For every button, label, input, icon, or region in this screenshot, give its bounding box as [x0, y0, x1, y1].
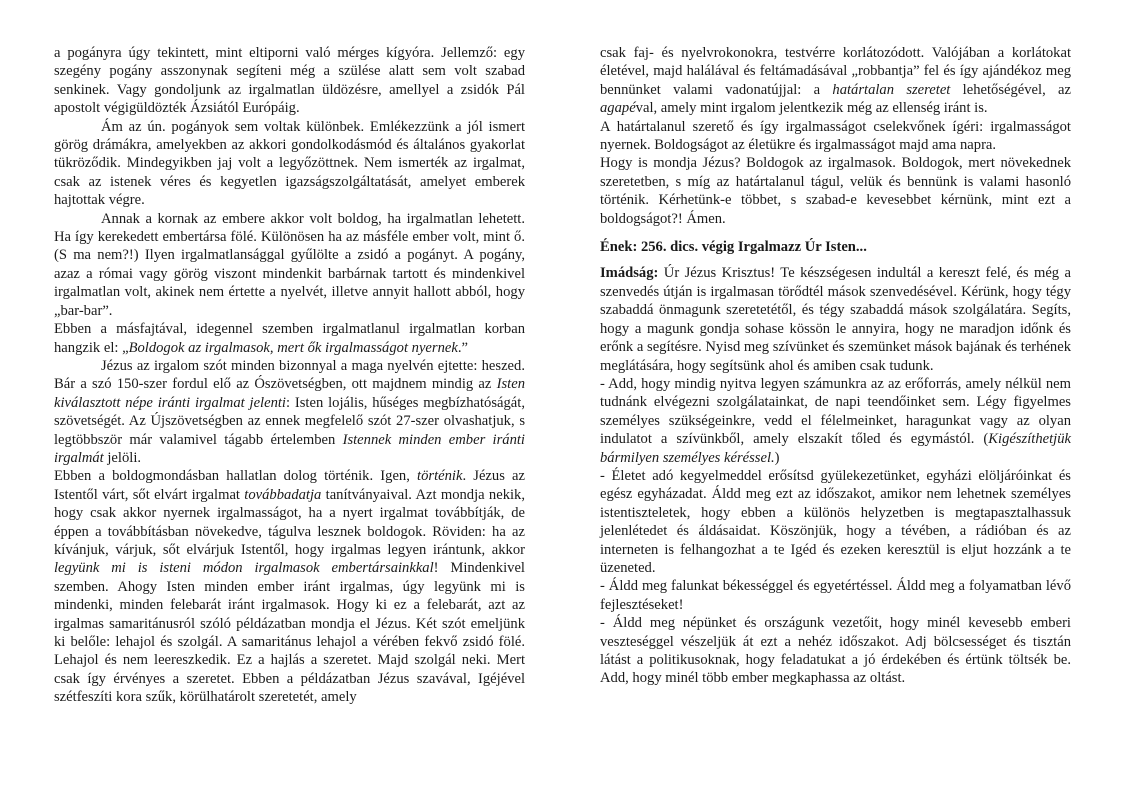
text-run: Ebben a másfajtával, idegennel szemben irgalmatlanul irgalmatlan korban hangzik el: „: [54, 321, 525, 356]
paragraph: [600, 375, 1071, 467]
text-run: ! Mindenkivel szemben. Ahogy Isten minden ember iránt irgalmas, úgy legyünk mi is mindenki, minden felebarát iránt irgalmasok. Hogy ki ez a felebarát, azt az irgalmas samaritánusról szóló példázatban mondja el Jézus. Két szót emeljünk ki belőle: lehajol és szolgál. A samaritánus lehajol a vérében fekvő zsidó fölé. Lehajol és nem leereszkedik. Ez a hajlás a szeretet. Majd szolgál neki. Mert csak így érvényes a szeretet. Ebben a példázatban Jézus szavával, Igéjével szétfeszíti kora szűk, körülhatárolt szeretetét, amely: [54, 560, 525, 706]
paragraph: [600, 44, 1071, 118]
text-run: . Jézus az Istentől várt, sőt elvárt irgalmat: [54, 468, 525, 503]
paragraph: [54, 210, 525, 320]
right-text-column: [600, 44, 1071, 688]
text-run: jelöli.: [103, 449, 142, 466]
text-run: lehetőségével, az: [950, 81, 1071, 98]
text-run: A határtalanul szerető és így irgalmasságot cselekvőnek ígéri: irgalmasságot nyernek. Boldogságot az életükre és irgalmasságot majd ama napra.: [600, 118, 1071, 154]
text-run: tanítványaival. Azt mondja nekik, hogy csak akkor nyernek irgalmasságot, ha a nyert irgalmat továbbítják, de éppen a továbbításban növekedve, tágulva lesznek boldogok. Röviden: ha az kívánjuk, várjuk, sőt elvárjuk Istentől, hogy irgalmas legyen irántunk, akkor: [54, 486, 526, 558]
text-run: val, amely mint irgalom jelentkezik még az ellenség iránt is.: [635, 100, 988, 117]
text-run: - Add, hogy mindig nyitva legyen számunkra az az erőforrás, amely nélkül nem tudnánk elvégezni szolgálatainkat, de napi teendőinket sem. Légy figyelmes személyes szükségeinkre, vedd el félelmeinket, haragunkat vagy az olyan indulatot a szívünkből, amely elszakít tőled és egymástól. (: [600, 375, 1071, 448]
text-run: a pogányra úgy tekintett, mint eltiporni való mérges kígyóra. Jellemző: egy szegény pogány asszonynak segíteni még a szülése alatt sem volt szabad senkinek. Vagy gondoljunk az irgalmatlan üldözésre, amellyel a zsidók Pál apostolt végigüldözték Ázsiától Európáig.: [54, 45, 525, 117]
paragraph: [54, 320, 525, 357]
paragraph: [600, 154, 1071, 228]
section-heading: [600, 238, 1071, 256]
italic-text: Isten kiválasztott népe iránti irgalmat jelenti: [54, 376, 525, 411]
paragraph: [54, 118, 525, 210]
italic-text: történik: [417, 468, 463, 485]
text-run: Ebben a boldogmondásban hallatlan dolog történik. Igen,: [54, 468, 418, 485]
text-run: Ám az ún. pogányok sem voltak különbek. Emlékezzünk a jól ismert görög drámákra, amelyekben az akkori gondolkodásmód és általános gyakorlat tükröződik. Mindegyikben jaj volt a legyőzöttnek. Nem ismerték az irgalmat, csak az istenek véres és kegyetlen igazságszolgáltatását, amelyet emberek hajtottak végre.: [54, 118, 525, 209]
italic-text: Istennek minden ember iránti irgalmát: [54, 431, 525, 466]
paragraph: [54, 357, 525, 467]
italic-text: Boldogok az irgalmasok, mert ők irgalmasságot nyernek: [128, 339, 458, 356]
italic-text: határtalan szeretet: [832, 81, 951, 98]
italic-text: agapé: [600, 100, 636, 117]
italic-text: Kigészíthetjük bármilyen személyes kéréssel.: [600, 431, 1071, 466]
text-run: Hogy is mondja Jézus? Boldogok az irgalmasok. Boldogok, mert növekednek szeretetben, s míg az határtalanul tágul, velük és bennünk is valami hasonló történik. Kérhetünk-e többet, s szabad-e kevesebbet kérnünk, mint ezt a boldogságot?! Ámen.: [600, 155, 1071, 227]
paragraph: [600, 264, 1071, 374]
paragraph: [600, 577, 1071, 614]
text-run: - Áldd meg falunkat békességgel és egyetértéssel. Áldd meg a folyamatban lévő fejlesztéseket!: [600, 578, 1071, 613]
text-run: Annak a kornak az embere akkor volt boldog, ha irgalmatlan lehetett. Ha így kerekedett embertársa fölé. Különösen ha az másféle ember volt, mint ő. (S ma nem?!) Ilyen irgalmatlansággal gyűlölte a zsidó a pogányt. A pogány, azaz a római vagy görög viszont mindenkit barbárnak tartott és mindenkivel irgalmatlan volt, akinek nem értette a nyelvét, illetve annyit hallott abból, hogy „bar-bar”.: [54, 210, 525, 319]
text-run: csak faj- és nyelvrokonokra, testvérre korlátozódott. Valójában a korlátokat életével, majd halálával és feltámadásával „robbantja” fel és így ajándékoz meg bennünket valami vadonatújjal: a: [600, 45, 1071, 98]
paragraph: [600, 467, 1071, 577]
left-text-column: [54, 44, 525, 707]
text-run: Úr Jézus Krisztus! Te készségesen indultál a kereszt felé, és még a szenvedés útján is irgalmasan törődtél mások szenvedésével. Kérünk, hogy tégy szabaddá önmagunk szeretetétől, és tégy szabaddá mások szolgálatára. Segíts, hogy a magunk gondja sohase kössön le annyira, hogy ne maradjon időnk és erőnk a segítésre. Nyisd meg szívünket és szemünket mások bajának és terhének meglátására, hogy segítsünk ahol és amiben csak tudunk.: [600, 265, 1071, 374]
text-run: : Isten lojális, hűséges megbízhatóságát, szövetségét. Az Újszövetségben az ennek megfelelő szót 27-szer olvashatjuk, s legtöbbször már valamivel tágabb értelemben: [54, 394, 525, 448]
text-run: - Áldd meg népünket és országunk vezetőit, hogy minél kevesebb emberi veszteséggel vészeljük át ezt a nehéz időszakot. Adj bölcsességet és tisztán látást a politikusoknak, hogy feladatukat a jó érdekében és értünk töltsék be. Add, hogy minél több ember megkaphassa az oltást.: [600, 615, 1071, 687]
text-run: .”: [457, 339, 468, 356]
bold-text: Imádság:: [600, 265, 659, 282]
text-run: ): [774, 449, 780, 466]
paragraph: [54, 467, 525, 706]
italic-text: továbbadatja: [244, 486, 322, 503]
text-run: Jézus az irgalom szót minden bizonnyal a maga nyelvén ejtette: heszed. Bár a szó 150-szer fordul elő az Ószövetségben, ott majdnem mindig az: [54, 357, 525, 393]
italic-text: legyünk mi is isteni módon irgalmasok embertársainkkal: [54, 560, 434, 577]
text-run: - Életet adó kegyelmeddel erősítsd gyülekezetünket, egyházi elöljáróinkat és egész egyházadat. Áldd meg ezt az időszakot, amikor nem lehetnek személyes istentiszteletek, hogy ebben a különös helyzetben is megtapasztalhassuk jelenlétedet és áldásaidat. Köszönjük, hogy a tévében, a rádióban és az interneten is felhangozhat a te Igéd és ezeken keresztül is eljut hozzánk a te üzeneted.: [600, 467, 1071, 576]
bold-text: Ének: 256. dics. végig Irgalmazz Úr Isten...: [600, 239, 867, 256]
paragraph: [600, 614, 1071, 688]
paragraph: [54, 44, 525, 118]
paragraph: [600, 118, 1071, 155]
